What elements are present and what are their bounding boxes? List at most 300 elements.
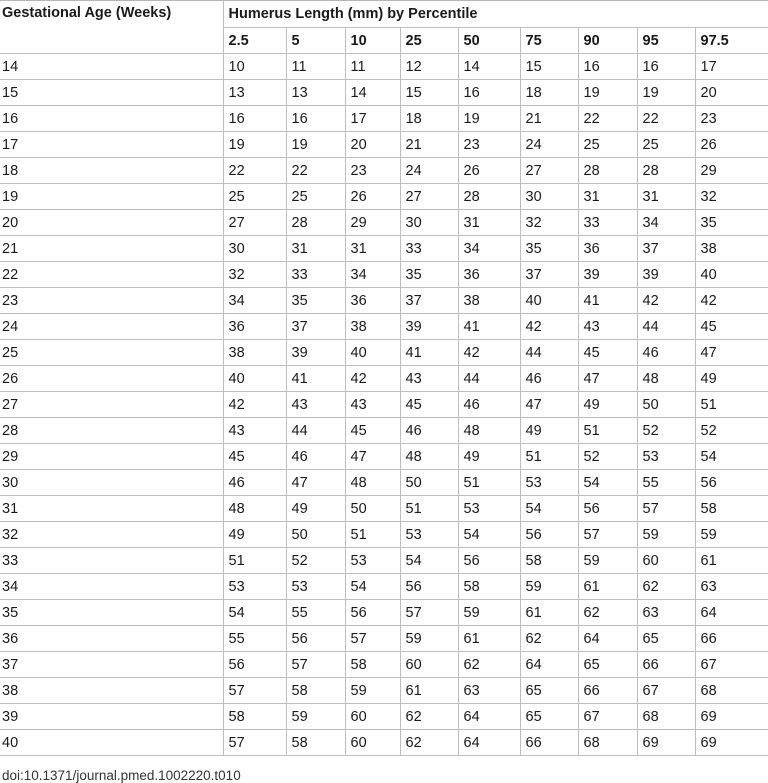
humerus-length-cell: 44 (286, 418, 345, 444)
humerus-length-cell: 50 (400, 470, 458, 496)
humerus-length-cell: 33 (578, 210, 637, 236)
humerus-length-cell: 60 (345, 704, 400, 730)
humerus-length-cell: 68 (578, 730, 637, 756)
humerus-length-cell: 64 (458, 730, 520, 756)
humerus-length-cell: 49 (286, 496, 345, 522)
humerus-length-cell: 23 (345, 158, 400, 184)
humerus-length-cell: 37 (286, 314, 345, 340)
humerus-length-cell: 32 (223, 262, 286, 288)
humerus-length-cell: 18 (520, 80, 578, 106)
humerus-length-cell: 57 (345, 626, 400, 652)
humerus-length-cell: 17 (345, 106, 400, 132)
humerus-length-cell: 17 (695, 54, 768, 80)
gestational-age-cell: 38 (0, 678, 223, 704)
humerus-length-cell: 19 (286, 132, 345, 158)
humerus-length-cell: 40 (695, 262, 768, 288)
humerus-length-cell: 50 (286, 522, 345, 548)
humerus-length-cell: 55 (223, 626, 286, 652)
humerus-length-cell: 53 (637, 444, 695, 470)
humerus-length-cell: 56 (520, 522, 578, 548)
humerus-length-cell: 64 (695, 600, 768, 626)
humerus-length-cell: 43 (400, 366, 458, 392)
humerus-length-cell: 23 (695, 106, 768, 132)
humerus-length-cell: 51 (345, 522, 400, 548)
humerus-length-cell: 35 (286, 288, 345, 314)
humerus-length-cell: 57 (223, 730, 286, 756)
humerus-length-cell: 59 (637, 522, 695, 548)
percentile-group-header: Humerus Length (mm) by Percentile (223, 1, 768, 28)
humerus-length-cell: 22 (637, 106, 695, 132)
humerus-length-cell: 38 (345, 314, 400, 340)
gestational-age-cell: 39 (0, 704, 223, 730)
humerus-length-cell: 13 (223, 80, 286, 106)
table-row (0, 80, 768, 106)
humerus-length-cell: 58 (223, 704, 286, 730)
humerus-length-cell: 67 (578, 704, 637, 730)
humerus-length-cell: 53 (286, 574, 345, 600)
humerus-length-cell: 44 (637, 314, 695, 340)
humerus-length-cell: 65 (637, 626, 695, 652)
gestational-age-cell: 20 (0, 210, 223, 236)
humerus-length-cell: 61 (520, 600, 578, 626)
gestational-age-cell: 22 (0, 262, 223, 288)
humerus-length-cell: 63 (695, 574, 768, 600)
table-row (0, 496, 768, 522)
humerus-length-cell: 37 (520, 262, 578, 288)
humerus-length-cell: 57 (286, 652, 345, 678)
humerus-length-cell: 56 (400, 574, 458, 600)
humerus-length-cell: 46 (286, 444, 345, 470)
humerus-length-cell: 26 (695, 132, 768, 158)
humerus-length-cell: 67 (637, 678, 695, 704)
humerus-length-cell: 41 (400, 340, 458, 366)
humerus-length-cell: 49 (520, 418, 578, 444)
humerus-length-cell: 25 (637, 132, 695, 158)
humerus-length-cell: 40 (345, 340, 400, 366)
humerus-length-cell: 35 (520, 236, 578, 262)
humerus-length-cell: 27 (520, 158, 578, 184)
gestational-age-cell: 34 (0, 574, 223, 600)
humerus-length-cell: 56 (345, 600, 400, 626)
humerus-length-cell: 22 (578, 106, 637, 132)
gestational-age-cell: 35 (0, 600, 223, 626)
humerus-length-cell: 23 (458, 132, 520, 158)
humerus-length-cell: 40 (223, 366, 286, 392)
humerus-length-cell: 47 (345, 444, 400, 470)
humerus-length-cell: 29 (695, 158, 768, 184)
humerus-length-cell: 51 (458, 470, 520, 496)
humerus-length-cell: 62 (400, 730, 458, 756)
gestational-age-cell: 24 (0, 314, 223, 340)
humerus-length-cell: 48 (637, 366, 695, 392)
table-row (0, 54, 768, 80)
humerus-length-cell: 25 (578, 132, 637, 158)
humerus-length-cell: 53 (345, 548, 400, 574)
humerus-length-cell: 49 (695, 366, 768, 392)
humerus-length-cell: 68 (695, 678, 768, 704)
humerus-length-cell: 58 (520, 548, 578, 574)
table-row (0, 210, 768, 236)
humerus-length-cell: 35 (695, 210, 768, 236)
humerus-length-cell: 56 (458, 548, 520, 574)
humerus-length-cell: 62 (578, 600, 637, 626)
gestational-age-header: Gestational Age (Weeks) (0, 1, 223, 54)
humerus-length-cell: 45 (400, 392, 458, 418)
humerus-length-cell: 59 (400, 626, 458, 652)
humerus-length-cell: 34 (637, 210, 695, 236)
table-row (0, 340, 768, 366)
humerus-length-cell: 53 (223, 574, 286, 600)
humerus-length-cell: 54 (223, 600, 286, 626)
humerus-length-cell: 47 (578, 366, 637, 392)
humerus-length-cell: 56 (286, 626, 345, 652)
humerus-length-cell: 38 (458, 288, 520, 314)
humerus-length-cell: 55 (286, 600, 345, 626)
humerus-length-cell: 14 (458, 54, 520, 80)
humerus-length-cell: 62 (520, 626, 578, 652)
humerus-length-cell: 31 (637, 184, 695, 210)
table-row (0, 470, 768, 496)
humerus-length-cell: 34 (458, 236, 520, 262)
humerus-length-cell: 59 (458, 600, 520, 626)
gestational-age-cell: 28 (0, 418, 223, 444)
humerus-length-cell: 49 (578, 392, 637, 418)
table-row (0, 314, 768, 340)
humerus-length-cell: 43 (223, 418, 286, 444)
gestational-age-cell: 23 (0, 288, 223, 314)
humerus-length-cell: 60 (400, 652, 458, 678)
gestational-age-cell: 17 (0, 132, 223, 158)
humerus-length-cell: 34 (345, 262, 400, 288)
humerus-length-cell: 59 (286, 704, 345, 730)
humerus-length-cell: 59 (578, 548, 637, 574)
humerus-length-cell: 58 (695, 496, 768, 522)
humerus-length-cell: 44 (458, 366, 520, 392)
humerus-length-cell: 48 (458, 418, 520, 444)
humerus-length-cell: 49 (458, 444, 520, 470)
gestational-age-cell: 15 (0, 80, 223, 106)
humerus-length-cell: 27 (400, 184, 458, 210)
humerus-length-cell: 49 (223, 522, 286, 548)
humerus-length-cell: 64 (520, 652, 578, 678)
humerus-length-cell: 26 (458, 158, 520, 184)
humerus-length-cell: 52 (286, 548, 345, 574)
humerus-length-cell: 36 (345, 288, 400, 314)
humerus-length-cell: 22 (286, 158, 345, 184)
table-row (0, 444, 768, 470)
humerus-length-cell: 66 (637, 652, 695, 678)
humerus-length-cell: 16 (578, 54, 637, 80)
humerus-length-cell: 63 (458, 678, 520, 704)
humerus-length-cell: 19 (223, 132, 286, 158)
gestational-age-cell: 30 (0, 470, 223, 496)
percentile-header: 75 (520, 28, 578, 54)
humerus-length-cell: 61 (578, 574, 637, 600)
humerus-length-cell: 69 (695, 704, 768, 730)
humerus-length-cell: 58 (458, 574, 520, 600)
humerus-length-cell: 45 (695, 314, 768, 340)
humerus-length-cell: 60 (345, 730, 400, 756)
humerus-length-cell: 47 (520, 392, 578, 418)
humerus-length-cell: 35 (400, 262, 458, 288)
humerus-length-cell: 59 (520, 574, 578, 600)
humerus-length-cell: 16 (637, 54, 695, 80)
humerus-length-cell: 33 (400, 236, 458, 262)
humerus-length-cell: 28 (286, 210, 345, 236)
humerus-length-cell: 54 (400, 548, 458, 574)
humerus-length-cell: 67 (695, 652, 768, 678)
humerus-length-cell: 58 (345, 652, 400, 678)
table-row (0, 392, 768, 418)
humerus-length-cell: 22 (223, 158, 286, 184)
humerus-length-cell: 51 (223, 548, 286, 574)
humerus-length-cell: 41 (286, 366, 345, 392)
humerus-length-cell: 51 (520, 444, 578, 470)
gestational-age-cell: 19 (0, 184, 223, 210)
humerus-length-cell: 46 (458, 392, 520, 418)
humerus-length-cell: 41 (578, 288, 637, 314)
humerus-length-cell: 36 (578, 236, 637, 262)
gestational-age-cell: 14 (0, 54, 223, 80)
humerus-length-cell: 57 (223, 678, 286, 704)
humerus-length-cell: 54 (458, 522, 520, 548)
gestational-age-cell: 32 (0, 522, 223, 548)
gestational-age-cell: 27 (0, 392, 223, 418)
humerus-length-cell: 55 (637, 470, 695, 496)
humerus-length-cell: 32 (520, 210, 578, 236)
table-row (0, 288, 768, 314)
humerus-length-cell: 69 (695, 730, 768, 756)
humerus-length-cell: 51 (400, 496, 458, 522)
table-row (0, 132, 768, 158)
humerus-length-cell: 30 (400, 210, 458, 236)
humerus-length-cell: 51 (578, 418, 637, 444)
humerus-length-cell: 31 (286, 236, 345, 262)
humerus-length-cell: 43 (286, 392, 345, 418)
percentile-header: 95 (637, 28, 695, 54)
humerus-length-cell: 16 (223, 106, 286, 132)
humerus-length-cell: 52 (695, 418, 768, 444)
humerus-length-cell: 44 (520, 340, 578, 366)
table-row (0, 600, 768, 626)
humerus-length-cell: 30 (223, 236, 286, 262)
humerus-length-cell: 51 (695, 392, 768, 418)
humerus-length-cell: 56 (695, 470, 768, 496)
humerus-length-cell: 62 (637, 574, 695, 600)
humerus-length-cell: 32 (695, 184, 768, 210)
table-header (0, 1, 768, 54)
humerus-length-cell: 47 (695, 340, 768, 366)
humerus-length-cell: 14 (345, 80, 400, 106)
humerus-length-cell: 50 (345, 496, 400, 522)
percentile-header: 5 (286, 28, 345, 54)
table-row (0, 236, 768, 262)
humerus-length-cell: 19 (578, 80, 637, 106)
humerus-length-cell: 38 (695, 236, 768, 262)
humerus-length-cell: 61 (400, 678, 458, 704)
humerus-length-cell: 57 (637, 496, 695, 522)
gestational-age-cell: 21 (0, 236, 223, 262)
gestational-age-cell: 18 (0, 158, 223, 184)
humerus-length-cell: 39 (400, 314, 458, 340)
table-row (0, 730, 768, 756)
humerus-length-cell: 36 (458, 262, 520, 288)
humerus-length-cell: 58 (286, 730, 345, 756)
humerus-length-cell: 57 (400, 600, 458, 626)
table-row (0, 418, 768, 444)
gestational-age-cell: 37 (0, 652, 223, 678)
gestational-age-cell: 29 (0, 444, 223, 470)
humerus-length-cell: 16 (458, 80, 520, 106)
humerus-length-cell: 56 (223, 652, 286, 678)
percentile-header: 50 (458, 28, 520, 54)
humerus-length-cell: 24 (400, 158, 458, 184)
humerus-length-cell: 53 (400, 522, 458, 548)
humerus-length-cell: 28 (637, 158, 695, 184)
gestational-age-cell: 26 (0, 366, 223, 392)
humerus-length-cell: 28 (578, 158, 637, 184)
humerus-length-cell: 42 (345, 366, 400, 392)
humerus-length-cell: 62 (400, 704, 458, 730)
humerus-length-cell: 48 (345, 470, 400, 496)
gestational-age-cell: 36 (0, 626, 223, 652)
humerus-length-cell: 43 (345, 392, 400, 418)
humerus-length-cell: 58 (286, 678, 345, 704)
humerus-length-cell: 19 (637, 80, 695, 106)
humerus-length-cell: 61 (695, 548, 768, 574)
humerus-length-cell: 21 (520, 106, 578, 132)
gestational-age-cell: 16 (0, 106, 223, 132)
humerus-length-cell: 12 (400, 54, 458, 80)
humerus-length-cell: 41 (458, 314, 520, 340)
table-row (0, 678, 768, 704)
humerus-length-cell: 31 (345, 236, 400, 262)
humerus-length-cell: 52 (578, 444, 637, 470)
humerus-length-cell: 11 (345, 54, 400, 80)
humerus-length-cell: 47 (286, 470, 345, 496)
humerus-length-cell: 61 (458, 626, 520, 652)
humerus-length-cell: 39 (578, 262, 637, 288)
humerus-length-cell: 39 (286, 340, 345, 366)
humerus-length-cell: 65 (578, 652, 637, 678)
humerus-length-cell: 39 (637, 262, 695, 288)
humerus-length-cell: 66 (520, 730, 578, 756)
percentile-header: 90 (578, 28, 637, 54)
humerus-length-cell: 53 (458, 496, 520, 522)
table-row (0, 626, 768, 652)
humerus-length-cell: 50 (637, 392, 695, 418)
humerus-length-cell: 54 (695, 444, 768, 470)
humerus-length-cell: 45 (345, 418, 400, 444)
humerus-length-cell: 31 (578, 184, 637, 210)
table-row (0, 158, 768, 184)
percentile-header: 97.5 (695, 28, 768, 54)
humerus-length-cell: 45 (223, 444, 286, 470)
humerus-length-cell: 36 (223, 314, 286, 340)
humerus-length-cell: 69 (637, 730, 695, 756)
humerus-length-cell: 25 (223, 184, 286, 210)
humerus-length-cell: 66 (578, 678, 637, 704)
gestational-age-cell: 40 (0, 730, 223, 756)
humerus-length-cell: 42 (637, 288, 695, 314)
humerus-length-cell: 48 (400, 444, 458, 470)
humerus-length-cell: 53 (520, 470, 578, 496)
humerus-length-cell: 30 (520, 184, 578, 210)
percentile-header: 2.5 (223, 28, 286, 54)
humerus-length-cell: 38 (223, 340, 286, 366)
humerus-length-cell: 15 (520, 54, 578, 80)
humerus-length-cell: 66 (695, 626, 768, 652)
humerus-length-cell: 25 (286, 184, 345, 210)
humerus-length-cell: 16 (286, 106, 345, 132)
humerus-length-cell: 42 (223, 392, 286, 418)
humerus-length-cell: 46 (520, 366, 578, 392)
humerus-length-cell: 18 (400, 106, 458, 132)
humerus-length-cell: 24 (520, 132, 578, 158)
humerus-length-cell: 20 (695, 80, 768, 106)
humerus-length-cell: 60 (637, 548, 695, 574)
table-row (0, 522, 768, 548)
humerus-length-cell: 54 (345, 574, 400, 600)
humerus-length-cell: 31 (458, 210, 520, 236)
humerus-length-cell: 65 (520, 678, 578, 704)
humerus-length-cell: 59 (695, 522, 768, 548)
humerus-length-cell: 42 (520, 314, 578, 340)
humerus-length-cell: 37 (637, 236, 695, 262)
humerus-length-cell: 15 (400, 80, 458, 106)
humerus-length-cell: 34 (223, 288, 286, 314)
humerus-length-cell: 45 (578, 340, 637, 366)
humerus-length-cell: 57 (578, 522, 637, 548)
percentile-header: 25 (400, 28, 458, 54)
gestational-age-cell: 31 (0, 496, 223, 522)
humerus-length-cell: 46 (400, 418, 458, 444)
humerus-length-cell: 64 (458, 704, 520, 730)
table-row (0, 548, 768, 574)
table-body (0, 54, 768, 756)
doi-caption: doi:10.1371/journal.pmed.1002220.t010 (2, 768, 241, 783)
table-row (0, 574, 768, 600)
humerus-length-cell: 65 (520, 704, 578, 730)
humerus-length-cell: 26 (345, 184, 400, 210)
humerus-length-cell: 42 (458, 340, 520, 366)
humerus-length-cell: 46 (637, 340, 695, 366)
gestational-age-cell: 33 (0, 548, 223, 574)
humerus-length-cell: 62 (458, 652, 520, 678)
humerus-length-cell: 56 (578, 496, 637, 522)
humerus-length-cell: 42 (695, 288, 768, 314)
humerus-length-cell: 19 (458, 106, 520, 132)
humerus-length-cell: 20 (345, 132, 400, 158)
humerus-length-cell: 52 (637, 418, 695, 444)
humerus-length-cell: 48 (223, 496, 286, 522)
humerus-length-cell: 10 (223, 54, 286, 80)
humerus-length-cell: 46 (223, 470, 286, 496)
humerus-length-cell: 43 (578, 314, 637, 340)
humerus-length-cell: 68 (637, 704, 695, 730)
humerus-length-cell: 59 (345, 678, 400, 704)
humerus-length-cell: 13 (286, 80, 345, 106)
humerus-length-cell: 64 (578, 626, 637, 652)
gestational-age-cell: 25 (0, 340, 223, 366)
humerus-length-cell: 33 (286, 262, 345, 288)
humerus-length-cell: 21 (400, 132, 458, 158)
table-row (0, 704, 768, 730)
table-row (0, 106, 768, 132)
humerus-length-cell: 37 (400, 288, 458, 314)
table-row (0, 652, 768, 678)
humerus-length-cell: 54 (520, 496, 578, 522)
